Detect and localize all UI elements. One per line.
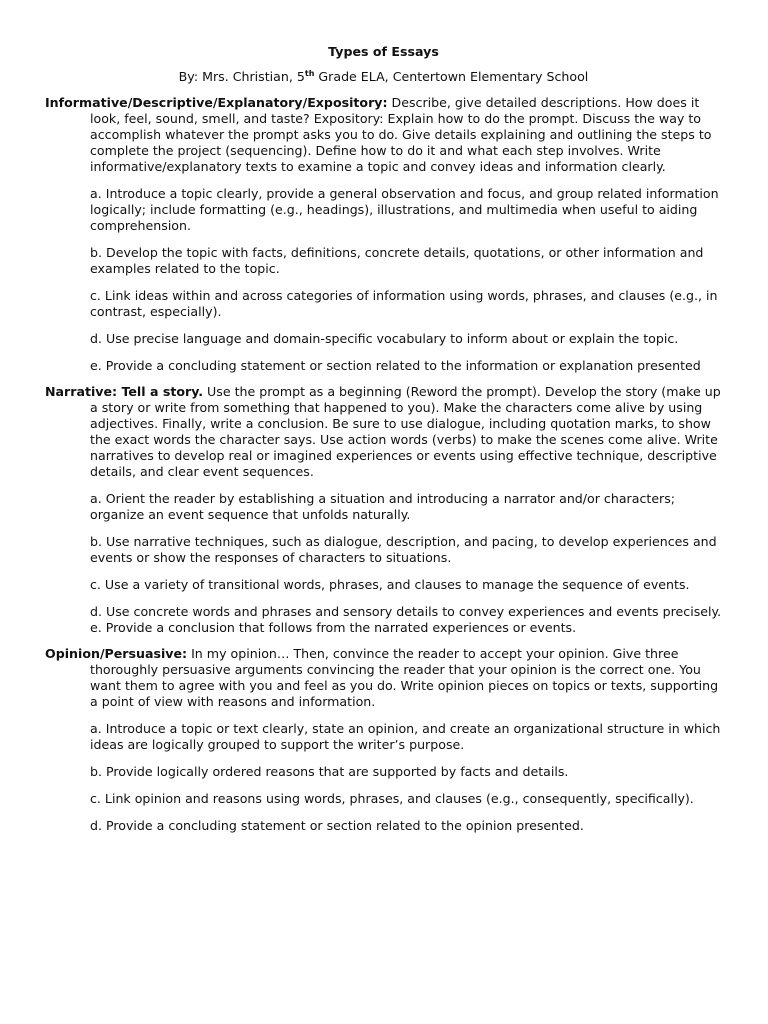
list-item: c. Link ideas within and across categories of information using words, phrases, and clauses (e.g., in contrast, especially). <box>90 288 718 319</box>
list-item: a. Orient the reader by establishing a situation and introducing a narrator and/or characters; organize an event sequence that unfolds naturally. <box>90 491 676 522</box>
document-byline <box>45 69 722 85</box>
list-item: c. Link opinion and reasons using words, phrases, and clauses (e.g., consequently, specifically). <box>90 791 694 806</box>
section-intro-text: In my opinion… Then, convince the reader to accept your opinion. Give three thoroughly persuasive arguments convincing the reader that your opinion is the correct one. You want them to agree with you and feel as you do. Write opinion pieces on topics or texts, supporting a point of view with reasons and information. <box>90 646 719 709</box>
list-item: b. Use narrative techniques, such as dialogue, description, and pacing, to develop experiences and events or show the responses of characters to situations. <box>90 534 717 565</box>
document-title: Types of Essays <box>328 44 439 59</box>
byline-ordinal-suffix: th <box>304 68 315 78</box>
section-heading: Opinion/Persuasive: <box>45 646 188 661</box>
section-heading: Informative/Descriptive/Explanatory/Expository: <box>45 95 388 110</box>
list-item: a. Introduce a topic or text clearly, state an opinion, and create an organizational structure in which ideas are logically grouped to support the writer’s purpose. <box>90 721 721 752</box>
list-item: e. Provide a conclusion that follows from the narrated experiences or events. <box>90 620 577 635</box>
section-intro-text: Use the prompt as a beginning (Reword the prompt). Develop the story (make up a story or write from something that happened to you). Make the characters come alive by using adjectives. Finally, write a conclusion. Be sure to use dialogue, including quotation marks, to show the exact words the character says. Use action words (verbs) to make the scenes come alive. Write narratives to develop real or imagined experiences or events using effective technique, descriptive details, and clear event sequences. <box>90 384 721 479</box>
list-item: b. Develop the topic with facts, definitions, concrete details, quotations, or other information and examples related to the topic. <box>90 245 704 276</box>
section-intro-text: Describe, give detailed descriptions. How does it look, feel, sound, smell, and taste? Expository: Explain how to do the prompt. Discuss the way to accomplish whatever the prompt asks you to do. Give details explaining and outlining the steps to complete the project (sequencing). Define how to do it and what each step involves. Write informative/explanatory texts to examine a topic and convey ideas and information clearly. <box>90 95 712 174</box>
section-opinion <box>45 646 722 834</box>
list-item: e. Provide a concluding statement or section related to the information or explanation presented <box>90 358 701 373</box>
section-intro <box>45 95 722 175</box>
section-intro <box>45 384 722 480</box>
section-heading: Narrative: Tell a story. <box>45 384 204 399</box>
list-item: d. Use concrete words and phrases and sensory details to convey experiences and events precisely. <box>90 604 722 619</box>
section-narrative <box>45 384 722 636</box>
section-informative <box>45 95 722 374</box>
list-item: a. Introduce a topic clearly, provide a general observation and focus, and group related information logically; include formatting (e.g., headings), illustrations, and multimedia when useful to aiding comprehension. <box>90 186 719 233</box>
section-intro <box>45 646 722 710</box>
byline-text-rest: Grade ELA, Centertown Elementary School <box>314 69 589 84</box>
list-item: d. Provide a concluding statement or section related to the opinion presented. <box>90 818 584 833</box>
byline-text: By: Mrs. Christian, 5 <box>178 69 305 84</box>
list-item: d. Use precise language and domain-specific vocabulary to inform about or explain the topic. <box>90 331 679 346</box>
list-item: b. Provide logically ordered reasons that are supported by facts and details. <box>90 764 569 779</box>
list-item: c. Use a variety of transitional words, phrases, and clauses to manage the sequence of events. <box>90 577 690 592</box>
